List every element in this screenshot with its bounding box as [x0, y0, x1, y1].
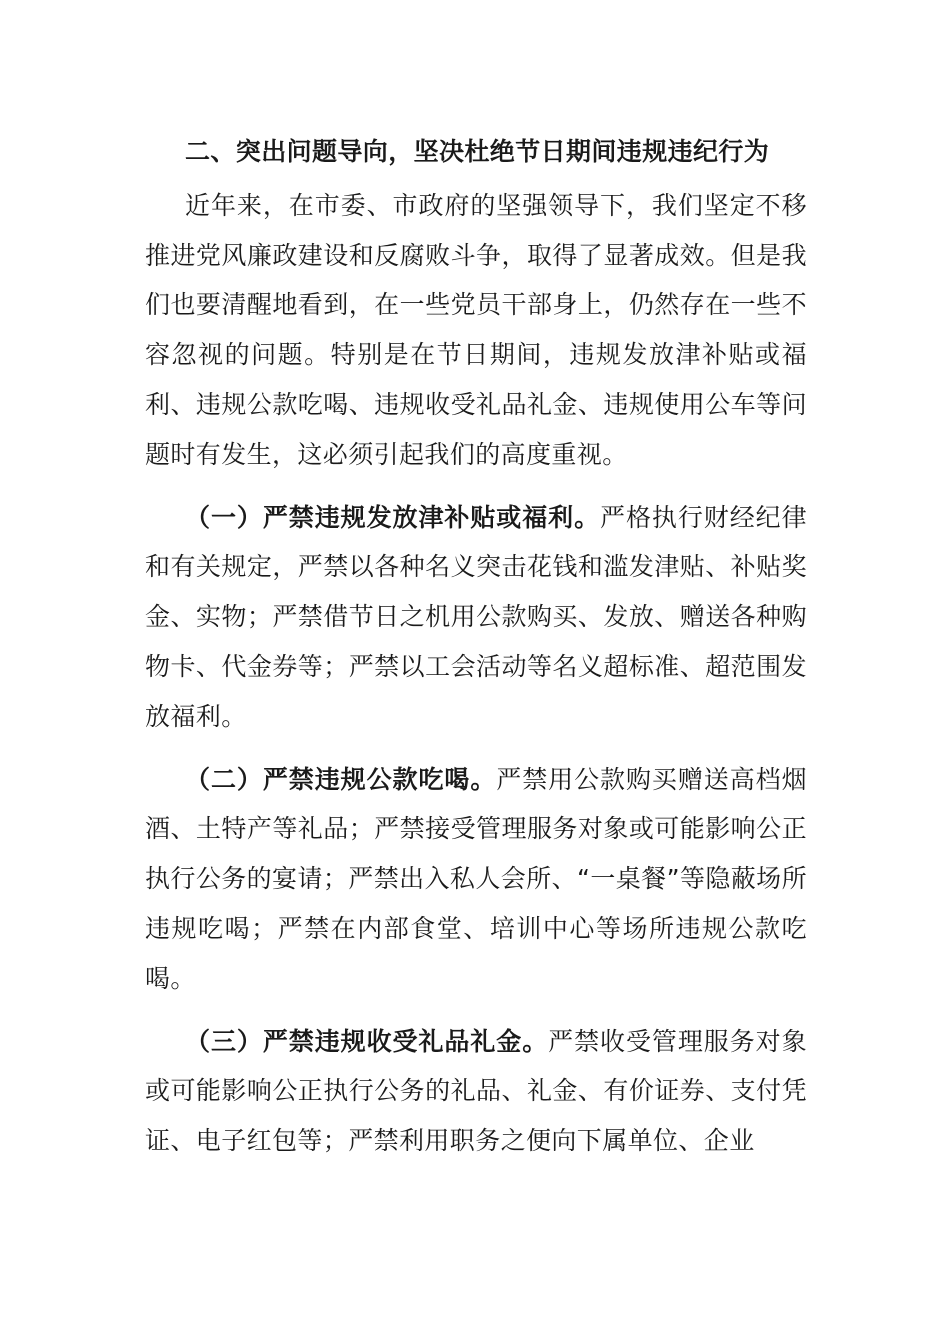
paragraph-item-3	[145, 1017, 807, 1166]
section-heading: 二、突出问题导向，坚决杜绝节日期间违规违纪行为	[185, 137, 770, 166]
paragraph-lead: （三）严禁违规收受礼品礼金。	[185, 1026, 549, 1056]
paragraph-text: 近年来，在市委、市政府的坚强领导下，我们坚定不移推进党风廉政建设和反腐败斗争，取得了显著成效。但是我们也要清醒地看到，在一些党员干部身上，仍然存在一些不容忽视的问题。特别是在节日期间，违规发放津补贴或福利、违规公款吃喝、违规收受礼品礼金、违规使用公车等问题时有发生，这必须引起我们的高度重视。	[145, 190, 807, 469]
paragraph-text: 严禁用公款购买赠送高档烟酒、土特产等礼品；严禁接受管理服务对象或可能影响公正执行公务的宴请；严禁出入私人会所、“一桌餐”等隐蔽场所违规吃喝；严禁在内部食堂、培训中心等场所违规公款吃喝。	[145, 764, 807, 993]
paragraph-item-2	[145, 755, 807, 1004]
paragraph-item-1	[145, 493, 807, 742]
paragraph-text: 严格执行财经纪律和有关规定，严禁以各种名义突击花钱和滥发津贴、补贴奖金、实物；严禁借节日之机用公款购买、发放、赠送各种购物卡、代金券等；严禁以工会活动等名义超标准、超范围发放福利。	[145, 502, 808, 731]
paragraph-lead: （一）严禁违规发放津补贴或福利。	[185, 502, 601, 532]
paragraph-intro	[145, 181, 807, 480]
paragraph-text: 严禁收受管理服务对象或可能影响公正执行公务的礼品、礼金、有价证券、支付凭证、电子红包等；严禁利用职务之便向下属单位、企业	[145, 1026, 807, 1156]
paragraph-lead: （二）严禁违规公款吃喝。	[185, 764, 497, 794]
document-body	[145, 127, 807, 1179]
